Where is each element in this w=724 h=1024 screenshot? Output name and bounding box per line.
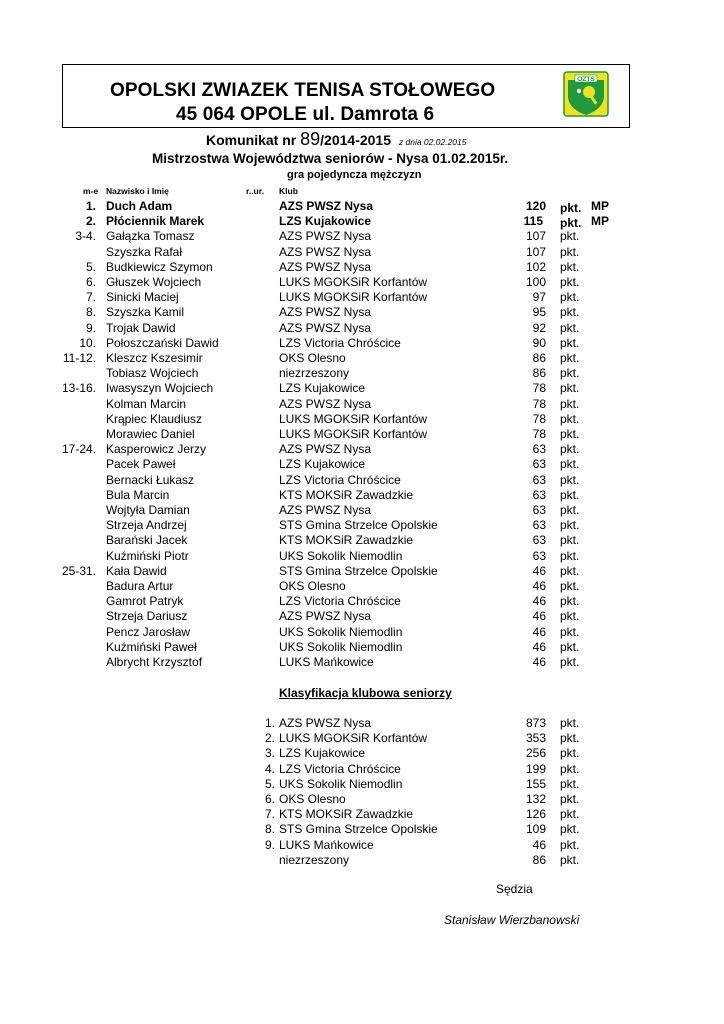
result-club: AZS PWSZ Nysa <box>279 305 372 320</box>
club-ranking-row <box>0 731 724 746</box>
result-points: 90 <box>532 335 546 350</box>
result-unit: pkt. <box>560 655 580 669</box>
result-unit: pkt. <box>560 381 580 396</box>
result-points: 92 <box>532 320 546 335</box>
result-points: 63 <box>532 442 546 457</box>
communique-season: /2014-2015 <box>320 132 391 148</box>
result-name: Tobiasz Wojciech <box>106 366 199 381</box>
result-row <box>0 321 724 336</box>
club-rank: 8. <box>264 822 275 837</box>
result-row <box>0 305 724 320</box>
club-name: OKS Olesno <box>279 792 346 806</box>
result-place: 5. <box>85 259 96 274</box>
result-row <box>0 640 724 655</box>
communique-prefix: Komunikat nr <box>206 132 297 148</box>
club-ranking-row <box>0 853 724 868</box>
club-rank: 9. <box>264 837 275 852</box>
result-points: 100 <box>525 275 546 289</box>
result-points: 86 <box>532 351 546 365</box>
result-club: AZS PWSZ Nysa <box>279 503 372 517</box>
result-name: Morawiec Daniel <box>106 427 195 441</box>
event-subtitle: gra pojedyncza mężczyzn <box>287 169 422 181</box>
result-unit: pkt. <box>560 624 580 639</box>
result-points: 78 <box>532 396 546 411</box>
result-unit: pkt. <box>560 396 580 411</box>
club-ranking-row <box>0 838 724 853</box>
club-points: 873 <box>525 716 546 730</box>
result-unit: pkt. <box>560 594 580 609</box>
result-points: 97 <box>532 290 546 305</box>
result-place: 9. <box>85 320 96 335</box>
result-club: LUKS MGOKSiR Korfantów <box>279 411 428 426</box>
result-club: LZS Victoria Chróścice <box>279 594 401 609</box>
result-name: Krąpiec Klaudiusz <box>106 411 203 426</box>
club-unit: pkt. <box>560 776 580 791</box>
club-name: LZS Victoria Chróścice <box>279 761 401 776</box>
club-unit: pkt. <box>560 731 580 746</box>
club-points: 353 <box>525 731 546 746</box>
club-points: 86 <box>532 852 546 867</box>
club-ranking-row <box>0 777 724 792</box>
result-name: Albrycht Krzysztof <box>106 655 203 669</box>
result-club: STS Gmina Strzelce Opolskie <box>279 563 438 578</box>
result-row <box>0 473 724 488</box>
result-unit: pkt. <box>560 216 582 231</box>
result-club: LZS Kujakowice <box>279 457 366 472</box>
result-note: MP <box>591 214 609 229</box>
club-unit: pkt. <box>560 792 580 806</box>
result-points: 107 <box>525 244 546 259</box>
club-ranking-title: Klasyfikacja klubowa seniorzy <box>279 686 452 700</box>
result-points: 63 <box>532 548 546 563</box>
club-unit: pkt. <box>560 746 580 761</box>
result-unit: pkt. <box>560 518 580 533</box>
club-ranking-row <box>0 807 724 822</box>
club-ranking-row <box>0 762 724 777</box>
club-rank: 7. <box>264 807 275 822</box>
result-place: 25-31. <box>61 563 96 578</box>
result-name: Kleszcz Kszesimir <box>106 351 203 365</box>
result-name: Kasperowicz Jerzy <box>106 442 207 457</box>
result-name: Bula Marcin <box>106 487 170 502</box>
club-points: 155 <box>525 776 546 791</box>
result-place: 8. <box>85 305 96 320</box>
club-rank: 6. <box>264 792 275 806</box>
result-row <box>0 214 724 229</box>
referee-label: Sędzia <box>496 882 533 896</box>
result-points: 46 <box>532 609 546 624</box>
result-club: OKS Olesno <box>279 579 346 593</box>
result-unit: pkt. <box>560 548 580 563</box>
result-place: 2. <box>85 214 96 229</box>
result-unit: pkt. <box>560 487 580 502</box>
result-row <box>0 290 724 305</box>
result-points: 46 <box>532 655 546 669</box>
result-unit: pkt. <box>560 639 580 654</box>
result-club: UKS Sokolik Niemodlin <box>279 639 403 654</box>
federation-title: OPOLSKI ZWIAZEK TENISA STOŁOWEGO <box>110 80 496 101</box>
result-unit: pkt. <box>560 563 580 578</box>
club-unit: pkt. <box>560 822 580 837</box>
result-club: AZS PWSZ Nysa <box>279 229 372 244</box>
result-unit: pkt. <box>560 503 580 517</box>
result-name: Kuźmiński Piotr <box>106 548 189 563</box>
club-rank: 3. <box>264 746 275 761</box>
result-place: 6. <box>85 275 96 289</box>
result-unit: pkt. <box>560 457 580 472</box>
result-row <box>0 442 724 457</box>
result-row <box>0 579 724 594</box>
result-name: Strzeja Dariusz <box>106 609 188 624</box>
result-place: 13-16. <box>61 381 96 396</box>
communique-number: 89 <box>300 129 321 149</box>
result-club: niezrzeszony <box>279 366 350 381</box>
result-points: 115 <box>523 214 543 229</box>
club-ranking-row <box>0 716 724 731</box>
result-name: Pencz Jarosław <box>106 624 191 639</box>
result-name: Trojak Dawid <box>106 320 176 335</box>
result-club: KTS MOKSiR Zawadzkie <box>279 487 414 502</box>
result-row <box>0 503 724 518</box>
result-row <box>0 564 724 579</box>
result-points: 63 <box>532 457 546 472</box>
result-points: 86 <box>532 366 546 381</box>
club-points: 109 <box>525 822 546 837</box>
result-unit: pkt. <box>560 335 580 350</box>
result-points: 63 <box>532 472 546 487</box>
result-place: 17-24. <box>61 442 96 457</box>
club-points: 46 <box>532 837 546 852</box>
col-place-header: m-e <box>83 186 99 196</box>
result-club: AZS PWSZ Nysa <box>279 396 372 411</box>
club-unit: pkt. <box>560 761 580 776</box>
result-club: LUKS MGOKSiR Korfantów <box>279 290 428 305</box>
club-unit: pkt. <box>560 837 580 852</box>
result-points: 107 <box>525 229 546 244</box>
result-row <box>0 245 724 260</box>
col-name-header: Nazwisko i Imię <box>106 186 169 196</box>
result-club: AZS PWSZ Nysa <box>279 199 374 213</box>
result-points: 78 <box>532 381 546 396</box>
result-name: Szyszka Rafał <box>106 244 183 259</box>
result-club: OKS Olesno <box>279 351 346 365</box>
result-club: KTS MOKSiR Zawadzkie <box>279 533 414 548</box>
result-row <box>0 229 724 244</box>
result-club: LZS Kujakowice <box>279 214 372 229</box>
result-note: MP <box>591 199 609 213</box>
club-ranking-row <box>0 822 724 837</box>
club-name: LUKS MGOKSiR Korfantów <box>279 731 428 746</box>
result-points: 120 <box>525 199 546 213</box>
result-row <box>0 336 724 351</box>
result-unit: pkt. <box>560 533 580 548</box>
result-name: Bernacki Łukasz <box>106 472 195 487</box>
result-club: LZS Victoria Chróścice <box>279 472 401 487</box>
result-points: 63 <box>532 518 546 533</box>
result-row <box>0 533 724 548</box>
result-unit: pkt. <box>560 609 580 624</box>
col-year-header: r..ur. <box>246 186 264 196</box>
result-name: Strzeja Andrzej <box>106 518 187 533</box>
club-name: LZS Kujakowice <box>279 746 366 761</box>
result-unit: pkt. <box>560 427 580 441</box>
result-name: Pacek Paweł <box>106 457 176 472</box>
result-points: 46 <box>532 624 546 639</box>
result-unit: pkt. <box>560 411 580 426</box>
result-name: Gamrot Patryk <box>106 594 184 609</box>
result-row <box>0 518 724 533</box>
result-unit: pkt. <box>560 472 580 487</box>
club-unit: pkt. <box>560 852 580 867</box>
result-unit: pkt. <box>560 275 580 289</box>
result-club: UKS Sokolik Niemodlin <box>279 548 403 563</box>
result-row <box>0 351 724 366</box>
result-club: UKS Sokolik Niemodlin <box>279 624 403 639</box>
result-name: Sinicki Maciej <box>106 290 179 305</box>
club-rank: 1. <box>264 716 275 730</box>
result-row <box>0 427 724 442</box>
result-name: Budkiewicz Szymon <box>106 259 213 274</box>
result-row <box>0 199 724 214</box>
result-row <box>0 412 724 427</box>
col-club-header: Klub <box>279 186 298 196</box>
result-row <box>0 397 724 412</box>
result-row <box>0 609 724 624</box>
referee-name: Stanisław Wierzbanowski <box>444 913 580 927</box>
result-unit: pkt. <box>560 229 580 244</box>
result-unit: pkt. <box>560 244 580 259</box>
result-row <box>0 655 724 670</box>
club-name: LUKS Mańkowice <box>279 837 374 852</box>
club-rank: 4. <box>264 761 275 776</box>
result-unit: pkt. <box>560 579 580 593</box>
result-points: 95 <box>532 305 546 320</box>
result-points: 46 <box>532 594 546 609</box>
club-name: KTS MOKSiR Zawadzkie <box>279 807 414 822</box>
result-points: 63 <box>532 533 546 548</box>
result-name: Kała Dawid <box>106 563 167 578</box>
result-unit: pkt. <box>560 351 580 365</box>
result-name: Barański Jacek <box>106 533 188 548</box>
result-row <box>0 260 724 275</box>
result-unit: pkt. <box>560 201 582 215</box>
result-club: LUKS MGOKSiR Korfantów <box>279 427 428 441</box>
club-name: UKS Sokolik Niemodlin <box>279 776 403 791</box>
club-name: STS Gmina Strzelce Opolskie <box>279 822 438 837</box>
result-place: 7. <box>85 290 96 305</box>
communique-date: z dnia 02.02.2015 <box>398 137 467 147</box>
club-name: niezrzeszony <box>279 852 350 867</box>
club-ranking-row <box>0 792 724 807</box>
club-name: AZS PWSZ Nysa <box>279 716 372 730</box>
result-points: 78 <box>532 427 546 441</box>
communique-line <box>206 129 466 150</box>
result-points: 46 <box>532 579 546 593</box>
club-rank: 2. <box>264 731 275 746</box>
result-name: Połoszczański Dawid <box>106 335 219 350</box>
result-row <box>0 594 724 609</box>
result-unit: pkt. <box>560 320 580 335</box>
result-name: Płóciennik Marek <box>106 214 205 229</box>
result-club: LZS Kujakowice <box>279 381 366 396</box>
result-unit: pkt. <box>560 259 580 274</box>
federation-address: 45 064 OPOLE ul. Damrota 6 <box>176 104 435 125</box>
result-name: Kuźmiński Paweł <box>106 639 197 654</box>
result-unit: pkt. <box>560 366 580 381</box>
result-name: Głuszek Wojciech <box>106 275 202 289</box>
result-row <box>0 488 724 503</box>
result-row <box>0 549 724 564</box>
result-row <box>0 457 724 472</box>
result-place: 11-12. <box>62 351 96 365</box>
result-club: LZS Victoria Chróścice <box>279 335 401 350</box>
result-club: LUKS Mańkowice <box>279 655 374 669</box>
result-name: Wojtyła Damian <box>106 503 190 517</box>
event-title: Mistrzostwa Województwa seniorów - Nysa 01.02.2015r. <box>152 151 509 166</box>
result-place: 3-4. <box>75 229 96 244</box>
result-place: 1. <box>85 199 96 213</box>
ozts-logo-icon <box>562 70 610 118</box>
result-points: 63 <box>532 487 546 502</box>
result-unit: pkt. <box>560 290 580 305</box>
result-name: Duch Adam <box>106 199 173 213</box>
club-ranking-row <box>0 746 724 761</box>
result-points: 102 <box>525 259 546 274</box>
result-unit: pkt. <box>560 305 580 320</box>
result-name: Kolman Marcin <box>106 396 187 411</box>
club-points: 126 <box>525 807 546 822</box>
club-points: 256 <box>525 746 546 761</box>
result-row <box>0 381 724 396</box>
logo-text: OZTS <box>577 76 595 83</box>
club-points: 132 <box>525 792 546 806</box>
result-club: AZS PWSZ Nysa <box>279 244 372 259</box>
result-row <box>0 275 724 290</box>
result-name: Iwasyszyn Wojciech <box>106 381 214 396</box>
club-unit: pkt. <box>560 716 580 730</box>
result-club: AZS PWSZ Nysa <box>279 442 372 457</box>
result-points: 63 <box>532 503 546 517</box>
result-row <box>0 366 724 381</box>
club-unit: pkt. <box>560 807 580 822</box>
result-unit: pkt. <box>560 442 580 457</box>
result-points: 46 <box>532 639 546 654</box>
result-points: 46 <box>532 563 546 578</box>
result-club: STS Gmina Strzelce Opolskie <box>279 518 438 533</box>
result-place: 10. <box>79 335 96 350</box>
result-name: Szyszka Kamil <box>106 305 185 320</box>
result-club: LUKS MGOKSiR Korfantów <box>279 275 428 289</box>
result-name: Gałązka Tomasz <box>106 229 195 244</box>
result-club: AZS PWSZ Nysa <box>279 320 372 335</box>
club-rank: 5. <box>264 776 275 791</box>
result-name: Badura Artur <box>106 579 174 593</box>
result-club: AZS PWSZ Nysa <box>279 609 372 624</box>
club-points: 199 <box>525 761 546 776</box>
result-row <box>0 625 724 640</box>
result-club: AZS PWSZ Nysa <box>279 259 372 274</box>
result-points: 78 <box>532 411 546 426</box>
